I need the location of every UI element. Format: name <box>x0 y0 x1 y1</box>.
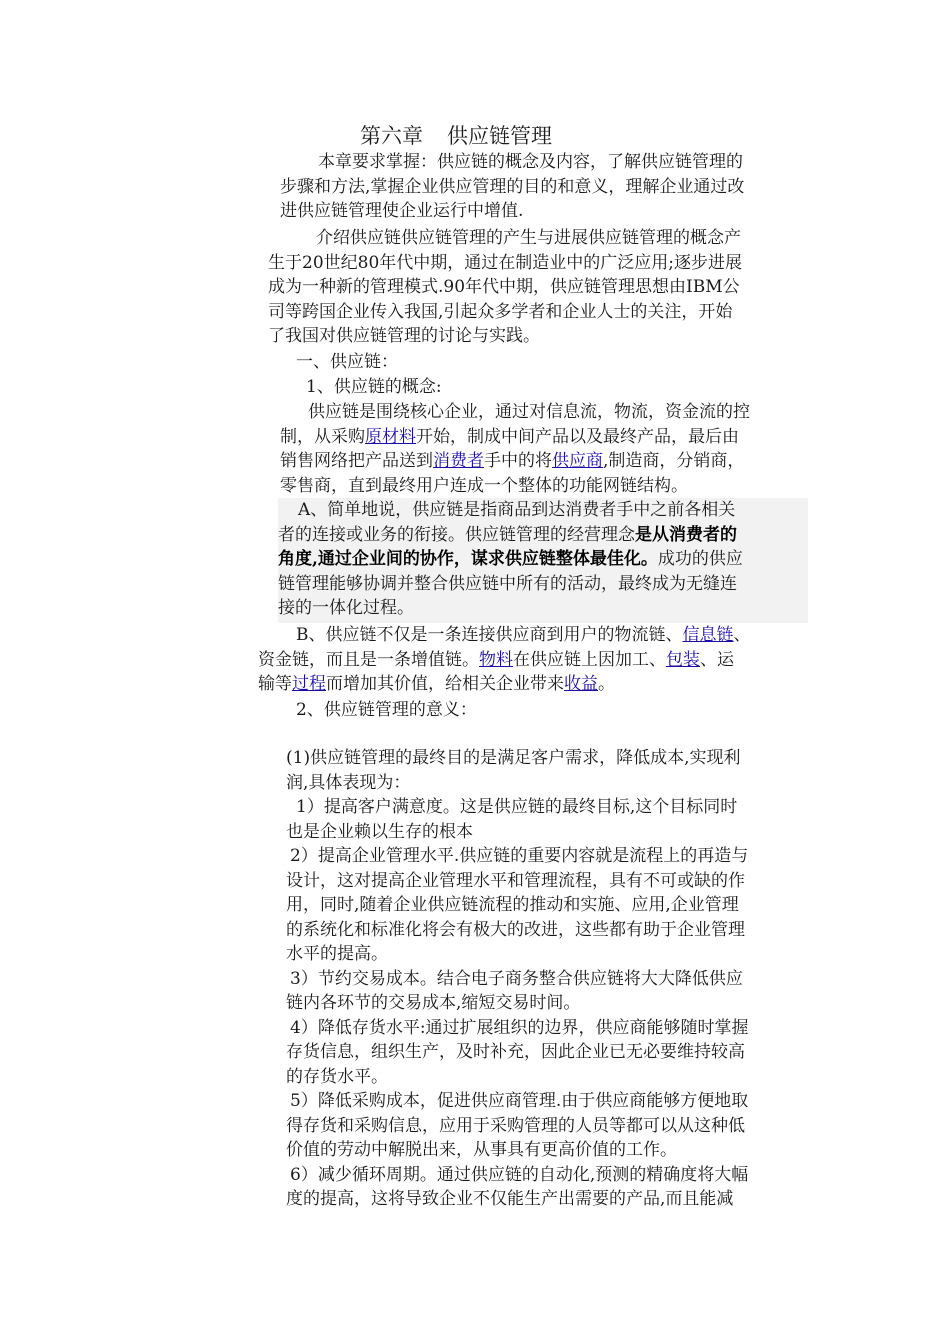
list-item: 4）降低存货水平:通过扩展组织的边界，供应商能够随时掌握 <box>290 1017 749 1038</box>
concept-paragraph: 供应链是围绕核心企业，通过对信息流，物流，资金流的控 制，从采购原材料开始，制成中间产品以及最终产品，最后由 销售网络把产品送到消费者手中的将供应商,制造商，分销商， 零售商，直到最终用户连成一个整体的功能网链结构。 <box>280 402 750 496</box>
list-item: 1）提高客户满意度。这是供应链的最终目标,这个目标同时 <box>296 797 738 817</box>
list-item: 5）降低采购成本，促进供应商管理.由于供应商能够方便地取 <box>290 1091 749 1111</box>
link-revenue[interactable]: 收益 <box>564 674 598 694</box>
link-raw-materials[interactable]: 原材料 <box>365 426 416 447</box>
list-item: 2）提高企业管理水平.供应链的重要内容就是流程上的再造与 <box>290 846 749 866</box>
chapter-label: 第六章 <box>360 124 423 148</box>
link-packaging[interactable]: 包装 <box>666 649 700 670</box>
part-a-paragraph: A、简单地说，供应链是指商品到达消费者手中之前各相关 者的连接或业务的衔接。供应链管理的经营理念是从消费者的 角度,通过企业间的协作，谋求供应链整体最佳化。成功的供应 链管理能够协调并整合供应链中所有的活动，最终成为无缝连 接的一体化过程。 <box>278 498 808 623</box>
list-item: 3）节约交易成本。结合电子商务整合供应链将大大降低供应 <box>290 968 743 989</box>
intro-paragraph: 本章要求掌握：供应链的概念及内容，了解供应链管理的 步骤和方法,掌握企业供应管理的目的和意义，理解企业通过改 进供应链管理使企业运行中增值. <box>280 152 745 221</box>
section-heading-1: 一、供应链： <box>296 352 398 372</box>
link-materials[interactable]: 物料 <box>479 649 513 670</box>
part-b-paragraph: B、供应链不仅是一条连接供应商到用户的物流链、信息链、 资金链，而且是一条增值链。物料在供应链上因加工、包装、运 输等过程而增加其价值，给相关企业带来收益。 <box>258 625 751 694</box>
link-process[interactable]: 过程 <box>292 674 326 694</box>
benefits-list: (1)供应链管理的最终目的是满足客户需求，降低成本,实现利 润,具体表现为： 1）提高客户满意度。这是供应链的最终目标,这个目标同时 也是企业赖以生存的根本 2）提高企业管理水平.供应链的重要内容就是流程上的再造与 设计，这对提高企业管理水平和管理流程，具有不可或缺的作 用，同时,随着企业供应链流程的推动和实施、应用,企业管理 的系统化和标准化将会有极大的改进，这些都有助于企业管理 水平的提高。 3）节约交易成本。结合电子商务整合供应链将大大降低供应 链内各环节的交易成本,缩短交易时间。 4）降低存货水平:通过扩展组织的边界，供应商能够随时掌握 存货信息，组织生产，及时补充，因此企业已无必要维持较高 的存货水平。 5）降低采购成本，促进供应商管理.由于供应商能够方便地取 得存货和采购信息，应用于采购管理的人员等都可以从这种低 价值的劳动中解脱出来，从事具有更高价值的工作。 6）减少循环周期。通过供应链的自动化,预测的精确度将大幅 度的提高，这将导致企业不仅能生产出需要的产品,而且能减 <box>286 746 811 1212</box>
chapter-title <box>360 122 552 150</box>
subsection-heading-1-2: 2、供应链管理的意义： <box>296 700 477 720</box>
subsection-heading-1-1: 1、供应链的概念: <box>306 377 442 397</box>
list-item: 6）减少循环周期。通过供应链的自动化,预测的精确度将大幅 <box>290 1164 749 1185</box>
link-information-chain[interactable]: 信息链 <box>682 625 734 645</box>
chapter-name: 供应链管理 <box>447 124 552 148</box>
link-consumer[interactable]: 消费者 <box>433 451 484 471</box>
history-paragraph: 介绍供应链供应链管理的产生与进展供应链管理的概念产 生于20世纪80年代中期，通过在制造业中的广泛应用;逐步进展 成为一种新的管理模式.90年代中期，供应链管理思想由IBM公 司等跨国企业传入我国,引起众多学者和企业人士的关注，开始 了我国对供应链管理的讨论与实践。 <box>268 228 742 346</box>
link-supplier[interactable]: 供应商 <box>552 451 603 471</box>
benefits-intro: (1)供应链管理的最终目的是满足客户需求，降低成本,实现利 <box>286 748 741 768</box>
